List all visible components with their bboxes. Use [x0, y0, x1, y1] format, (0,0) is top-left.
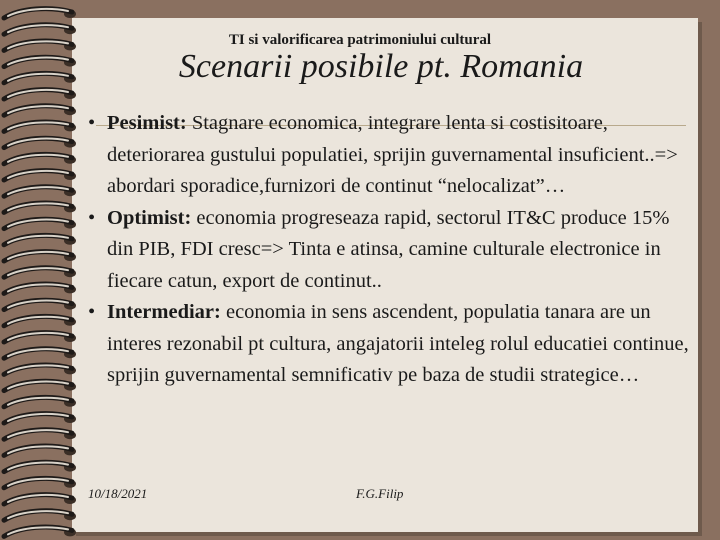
bullet-intermediar	[88, 297, 698, 392]
slide-title: Scenarii posibile pt. Romania	[178, 48, 584, 85]
bullet-label: Optimist:	[107, 206, 192, 229]
binder-ring	[4, 203, 76, 212]
bullet-text: economia in sens ascendent, populatia tanara are un interes rezonabil pt cultura, angajatorii inteleg rolul educatiei continue, sprijin guvernamental semnificativ pe baza de studii strategice…	[107, 301, 689, 386]
bullet-label: Pesimist:	[107, 112, 187, 134]
binder-ring	[4, 365, 76, 374]
binder-ring	[4, 171, 76, 180]
binder-ring	[4, 235, 76, 244]
footer-author: F.G.Filip	[356, 486, 404, 501]
binder-ring	[4, 349, 76, 358]
bullet-text: Stagnare economica, integrare lenta si costisitoare, deteriorarea gustului populatiei, sprijin guvernamental insuficient..=> abordari sporadice,furnizori de continut “nelocalizat”…	[107, 112, 678, 197]
binder-ring	[4, 284, 76, 293]
bullet-dot: •	[88, 301, 96, 323]
binder-ring	[4, 138, 76, 147]
binder-ring	[4, 478, 76, 487]
bullet-dot: •	[88, 206, 96, 229]
slide-header: TI si valorificarea patrimoniului cultural	[228, 32, 492, 48]
binder-ring	[4, 300, 76, 309]
footer-date: 10/18/2021	[88, 486, 148, 501]
binder-ring	[4, 219, 76, 228]
bullet-dot: •	[88, 112, 96, 134]
binder-ring	[4, 9, 76, 18]
binder-ring	[4, 446, 76, 455]
bullet-pesimist	[88, 108, 698, 203]
binder-ring	[4, 462, 76, 471]
binder-ring	[4, 252, 76, 261]
bullet-label: Intermediar:	[107, 301, 221, 323]
bullet-list	[88, 108, 698, 392]
binder-ring	[4, 106, 76, 115]
binder-ring	[4, 511, 76, 520]
binder-ring	[4, 430, 76, 439]
binder-ring	[4, 381, 76, 390]
binder-ring	[4, 495, 76, 504]
binder-ring	[4, 414, 76, 423]
bullet-text: economia progreseaza rapid, sectorul IT&C produce 15% din PIB, FDI cresc=> Tinta e atinsa, camine culturale electronice in fiecare catun, export de continut..	[107, 206, 670, 292]
binder-ring	[4, 333, 76, 342]
binder-ring	[4, 397, 76, 406]
binder-ring	[4, 187, 76, 196]
binder-ring	[4, 527, 76, 536]
bullet-optimist	[88, 203, 698, 298]
binder-ring	[4, 122, 76, 131]
binder-ring	[4, 316, 76, 325]
binder-ring	[4, 90, 76, 99]
binder-ring	[4, 268, 76, 277]
binder-ring	[4, 154, 76, 163]
